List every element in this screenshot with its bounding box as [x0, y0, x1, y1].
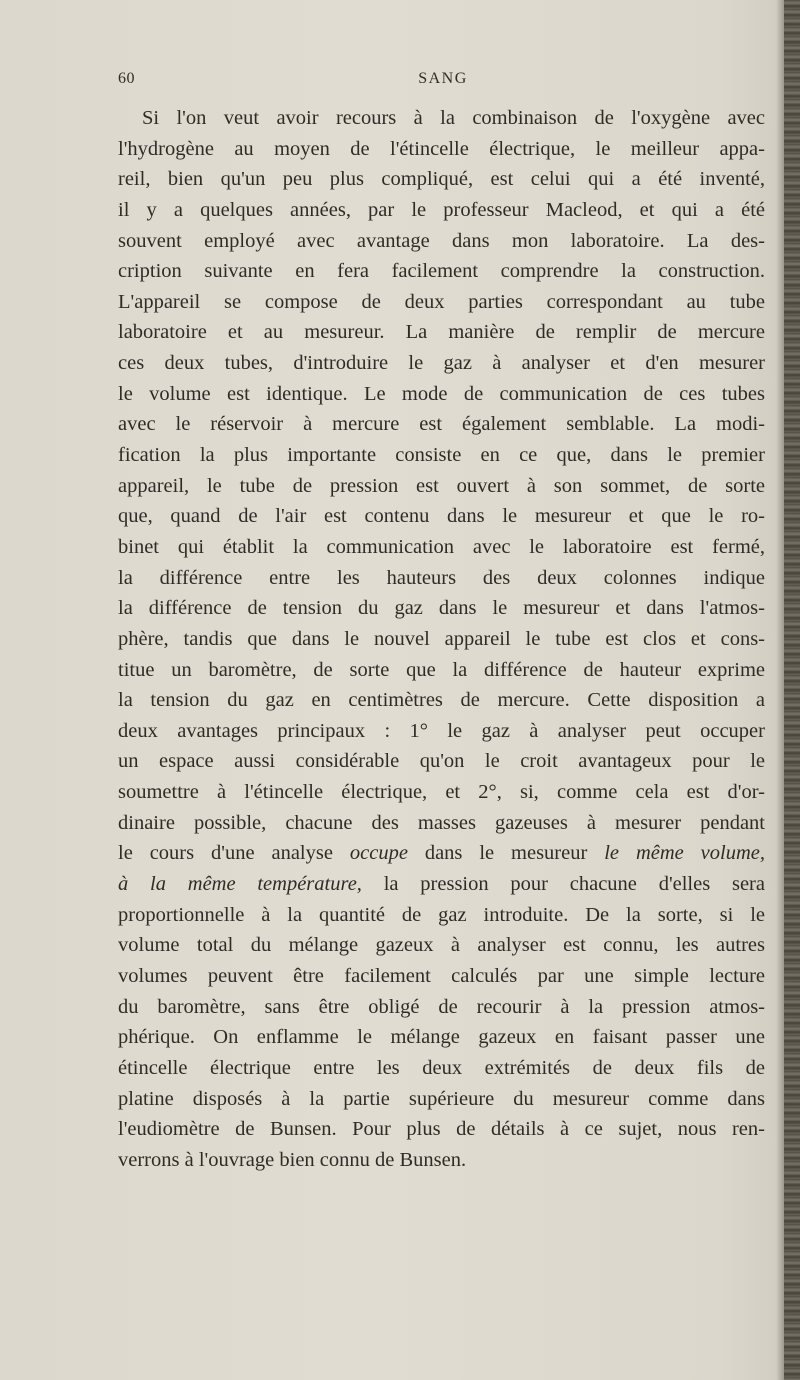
text-line: volume total du mélange gazeux à analyser est connu, les autres [118, 934, 765, 957]
text-line: phère, tandis que dans le nouvel appareil le tube est clos et cons- [118, 627, 765, 650]
text-line: fication la plus importante consiste en ce que, dans le premier [118, 444, 765, 467]
running-head [118, 70, 768, 94]
text-line: il y a quelques années, par le professeur Macleod, et qui a été [118, 198, 765, 221]
page-edge [784, 0, 800, 1380]
text-line: phérique. On enflamme le mélange gazeux en faisant passer une [118, 1026, 765, 1049]
text-line: volumes peuvent être facilement calculés par une simple lecture [118, 964, 765, 987]
text-line: binet qui établit la communication avec le laboratoire est fermé, [118, 535, 765, 558]
text-line: du baromètre, sans être obligé de recourir à la pression atmos- [118, 995, 765, 1018]
text-line: un espace aussi considérable qu'on le croit avantageux pour le [118, 750, 765, 773]
text-line: la différence de tension du gaz dans le mesureur et dans l'atmos- [118, 597, 765, 620]
text-line: souvent employé avec avantage dans mon laboratoire. La des- [118, 229, 765, 252]
text-line: à la même température, la pression pour chacune d'elles sera [118, 873, 765, 896]
text-line: le volume est identique. Le mode de communication de ces tubes [118, 382, 765, 405]
text-line: laboratoire et au mesureur. La manière de remplir de mercure [118, 321, 765, 344]
text-line: appareil, le tube de pression est ouvert à son sommet, de sorte [118, 474, 765, 497]
text-line: proportionnelle à la quantité de gaz introduite. De la sorte, si le [118, 903, 765, 926]
text-line: L'appareil se compose de deux parties correspondant au tube [118, 290, 765, 313]
text-line: dinaire possible, chacune des masses gazeuses à mesurer pendant [118, 811, 765, 834]
text-line: titue un baromètre, de sorte que la différence de hauteur exprime [118, 658, 765, 681]
body-paragraph [118, 103, 765, 1175]
text-line: deux avantages principaux : 1° le gaz à analyser peut occuper [118, 719, 765, 742]
text-line: la différence entre les hauteurs des deux colonnes indique [118, 566, 765, 589]
text-line: étincelle électrique entre les deux extrémités de deux fils de [118, 1056, 765, 1079]
text-line: cription suivante en fera facilement comprendre la construction. [118, 260, 765, 283]
text-line: platine disposés à la partie supérieure du mesureur comme dans [118, 1087, 765, 1110]
text-line: l'hydrogène au moyen de l'étincelle électrique, le meilleur appa- [118, 137, 765, 160]
text-line: la tension du gaz en centimètres de mercure. Cette disposition a [118, 689, 765, 712]
text-line: verrons à l'ouvrage bien connu de Bunsen. [118, 1148, 467, 1171]
text-line: que, quand de l'air est contenu dans le mesureur et que le ro- [118, 505, 765, 528]
page-gutter-shadow [776, 0, 784, 1380]
text-line: le cours d'une analyse occupe dans le mesureur le même volume, [118, 842, 765, 865]
text-line: reil, bien qu'un peu plus compliqué, est celui qui a été inventé, [118, 168, 765, 191]
text-line: l'eudiomètre de Bunsen. Pour plus de détails à ce sujet, nous ren- [118, 1118, 765, 1141]
text-line: soumettre à l'étincelle électrique, et 2°, si, comme cela est d'or- [118, 781, 765, 804]
running-head-title: SANG [418, 70, 468, 87]
text-line: ces deux tubes, d'introduire le gaz à analyser et d'en mesurer [118, 352, 765, 375]
text-line: avec le réservoir à mercure est également semblable. La modi- [118, 413, 765, 436]
text-line: Si l'on veut avoir recours à la combinaison de l'oxygène avec [142, 107, 765, 129]
page-number: 60 [118, 70, 135, 87]
